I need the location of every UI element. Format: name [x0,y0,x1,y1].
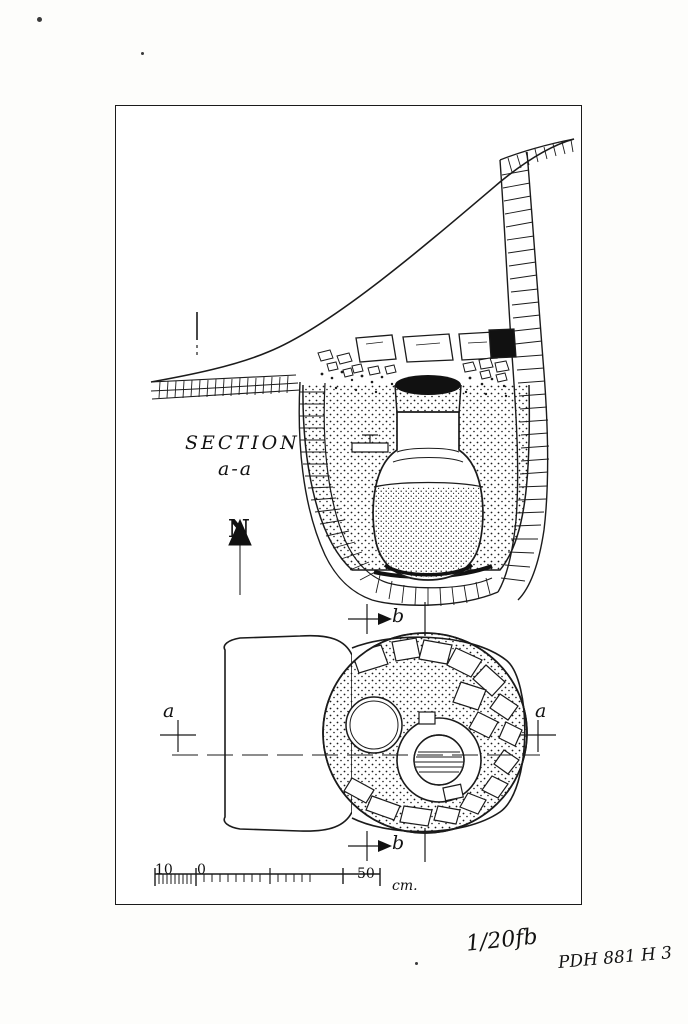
section-title: SECTION [185,432,300,454]
section-line-a-left-label: a [163,700,175,722]
section-line-b-bottom-label: b [392,832,405,854]
scale-right-label: 50 [357,866,375,882]
handwritten-catalog-code: PDH 881 H 3 [557,943,673,973]
handwritten-fraction: 1/20fb [464,924,539,957]
section-line-a-right-label: a [535,700,547,722]
section-subtitle: a-a [218,458,254,480]
north-label: N [228,514,250,543]
scale-unit-label: cm. [392,878,418,894]
scale-zero-label: 0 [197,862,206,878]
section-line-b-top-label: b [392,605,405,627]
scale-left-tick-label: 10 [155,862,173,878]
scale-bar-graphic [155,868,380,886]
